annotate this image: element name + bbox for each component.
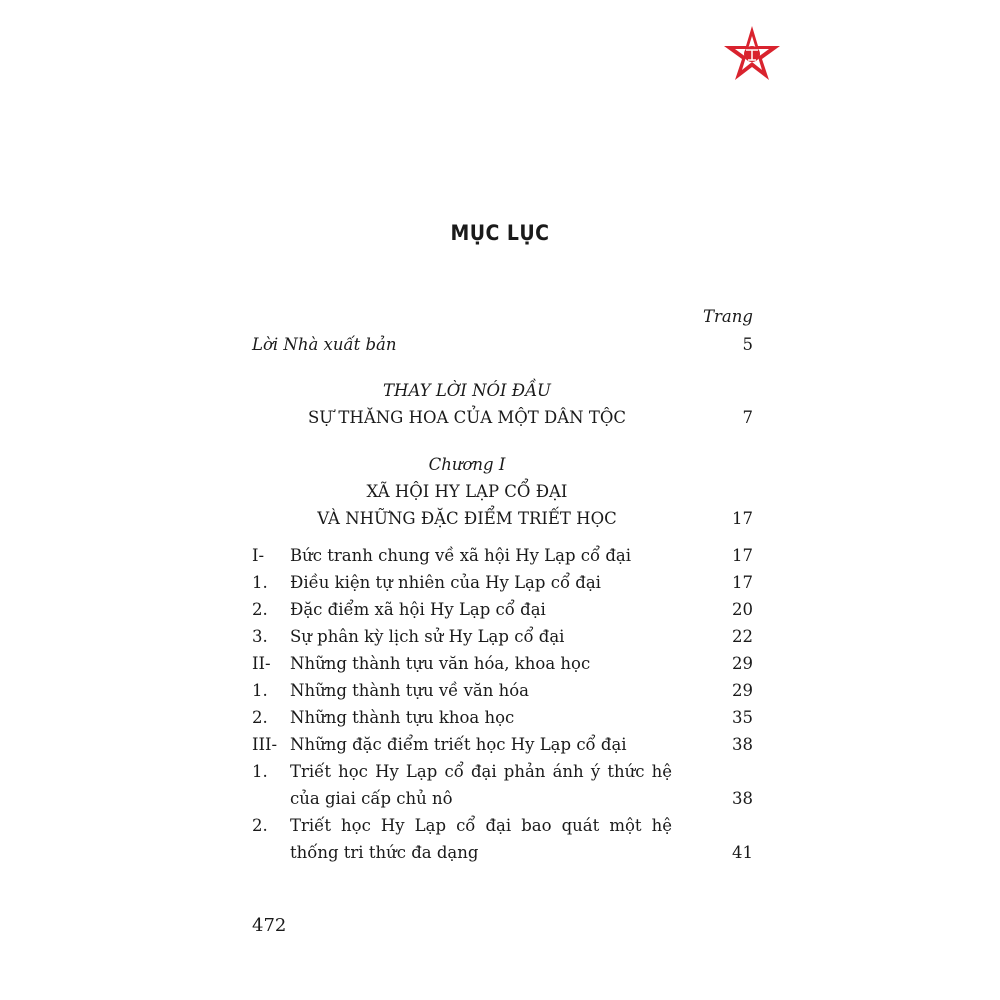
entry-number: 2. (252, 708, 268, 727)
entry-title: Đặc điểm xã hội Hy Lạp cổ đại (290, 600, 546, 619)
foreword-label: THAY LỜI NÓI ĐẦU (383, 381, 551, 400)
entry-title: Những đặc điểm triết học Hy Lạp cổ đại (290, 735, 627, 754)
star-emblem-icon (722, 24, 782, 84)
entry-number: 2. (252, 816, 268, 835)
entry-number: 1. (252, 573, 268, 592)
entry-number: 1. (252, 681, 268, 700)
entry-number: 1. (252, 762, 268, 781)
entry-page: 20 (732, 600, 753, 619)
entry-page: 17 (732, 546, 753, 565)
entry-title-line1: Triết học Hy Lạp cổ đại bao quát một hệ (290, 816, 672, 835)
entry-page: 38 (732, 789, 753, 808)
chapter-page: 17 (732, 509, 753, 528)
entry-page: 29 (732, 681, 753, 700)
toc-front-matter-page: 5 (742, 335, 753, 354)
entry-page: 22 (732, 627, 753, 646)
entry-page: 41 (732, 843, 753, 862)
entry-page: 35 (732, 708, 753, 727)
entry-title-line2: của giai cấp chủ nô (290, 789, 453, 808)
entry-number: III- (252, 735, 278, 754)
entry-title: Bức tranh chung về xã hội Hy Lạp cổ đại (290, 546, 632, 565)
chapter-title-line1: XÃ HỘI HY LẠP CỔ ĐẠI (366, 482, 568, 501)
page-number: 472 (252, 915, 287, 936)
entry-number: 2. (252, 600, 268, 619)
entry-number: I- (252, 546, 265, 565)
foreword-title: SỰ THĂNG HOA CỦA MỘT DÂN TỘC (307, 408, 627, 427)
entry-title-line1: Triết học Hy Lạp cổ đại phản ánh ý thức hệ (290, 762, 672, 781)
entry-title: Sự phân kỳ lịch sử Hy Lạp cổ đại (290, 627, 565, 646)
entry-title-line2: thống tri thức đa dạng (290, 843, 479, 862)
entry-title: Điều kiện tự nhiên của Hy Lạp cổ đại (290, 573, 601, 592)
chapter-label: Chương I (428, 455, 506, 474)
toc-front-matter-title: Lời Nhà xuất bản (252, 335, 397, 354)
entry-page: 29 (732, 654, 753, 673)
entry-title: Những thành tựu về văn hóa (290, 681, 529, 700)
entry-page: 17 (732, 573, 753, 592)
entry-number: 3. (252, 627, 268, 646)
page-column-label: Trang (703, 307, 753, 326)
page-title: MỤC LỤC (450, 221, 550, 245)
chapter-title-line2: VÀ NHỮNG ĐẶC ĐIỂM TRIẾT HỌC (317, 509, 617, 528)
entry-title: Những thành tựu khoa học (290, 708, 515, 727)
entry-page: 38 (732, 735, 753, 754)
entry-number: II- (252, 654, 271, 673)
entry-title: Những thành tựu văn hóa, khoa học (290, 654, 591, 673)
foreword-page: 7 (742, 408, 753, 427)
